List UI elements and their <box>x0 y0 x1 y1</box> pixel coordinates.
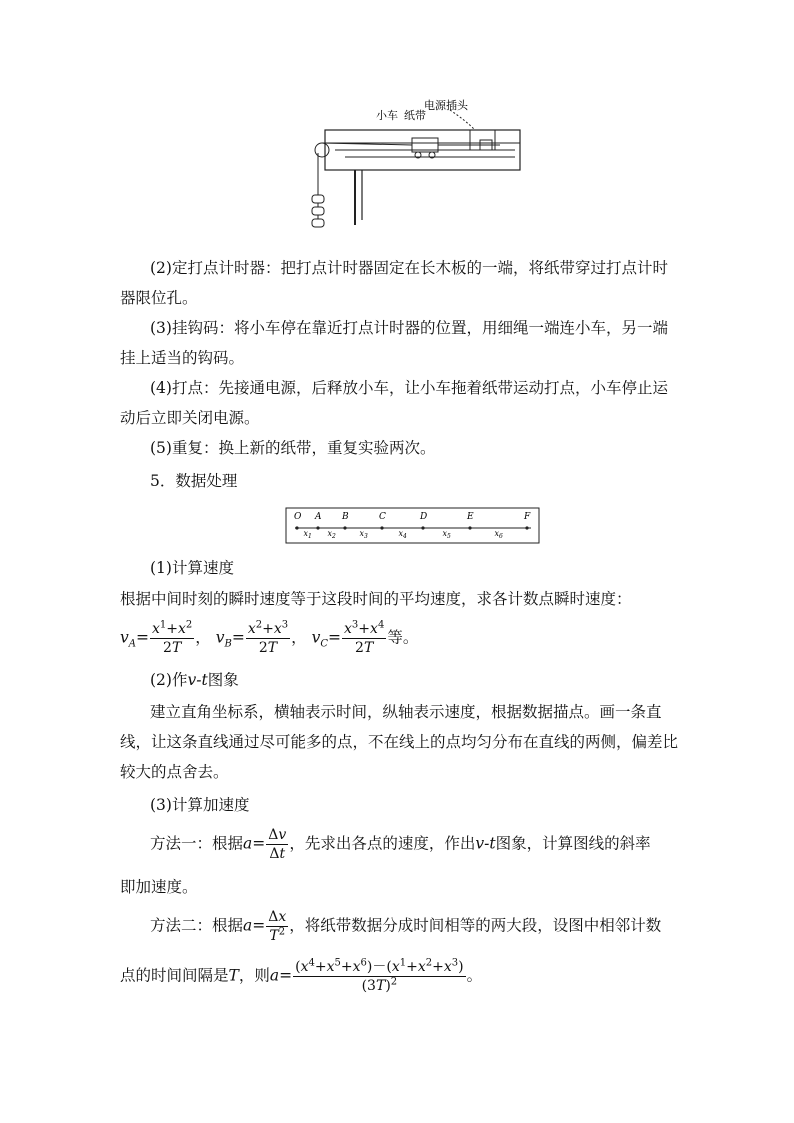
sub2-text: 建立直角坐标系，横轴表示时间，纵轴表示速度，根据数据描点。画一条直线，让这条直线通过尽可能多的点，不在线上的点均匀分布在直线的两侧，偏差比较大的点舍去。 <box>120 703 679 781</box>
tape-point-C: C <box>379 512 386 522</box>
section5-title: 5．数据处理 <box>150 472 238 490</box>
tape-figure <box>285 507 541 545</box>
tape-dot-O <box>295 526 298 529</box>
tape-segment-x2: $x_2$ <box>327 529 336 540</box>
tape-point-E: E <box>467 512 474 522</box>
tape-point-B: B <box>342 512 349 522</box>
label-plug: 电源插头 <box>424 99 468 112</box>
tape-dot-B <box>343 526 346 529</box>
tape-dot-A <box>316 526 319 529</box>
tape-point-A: A <box>315 512 322 522</box>
tape-dot-D <box>421 526 424 529</box>
method1: 方法一：根据a= $\frac{\Delta v}{\Delta t}$ ，先求出各点的速度，作出v-t图象，计算图线的斜率 <box>150 827 651 862</box>
para-step4: (4)打点：先接通电源，后释放小车，让小车拖着纸带运动打点，小车停止运动后立即关闭电源。 <box>120 379 668 427</box>
label-tape: 纸带 <box>404 109 426 122</box>
velocity-formula: $v_A=$ $\frac{x^1+x^2}{2T}$ ， $v_B=$ $\frac{x^2+x^3}{2T}$ ， $v_C=$ $\frac{x^3+x^4}{2T}$ 等。 <box>120 619 419 656</box>
sub1-title: (1)计算速度 <box>150 559 234 577</box>
sub1-text: 根据中间时刻的瞬时速度等于这段时间的平均速度，求各计数点瞬时速度： <box>120 590 632 608</box>
tape-segment-x5: $x_5$ <box>442 529 451 540</box>
para-step2: (2)定打点计时器：把打点计时器固定在长木板的一端，将纸带穿过打点计时器限位孔。 <box>120 259 668 307</box>
tape-segment-x6: $x_6$ <box>494 529 503 540</box>
label-cart: 小车 <box>376 109 398 122</box>
method2-line2: 点的时间间隔是T，则a= $\frac{(x^4+x^5+x^6)-(x^1+x^2+x^3)}{(3T)^2}$ 。 <box>120 957 483 994</box>
sub3-title: (3)计算加速度 <box>150 796 250 814</box>
para-step5: (5)重复：换上新的纸带，重复实验两次。 <box>150 439 436 457</box>
tape-point-D: D <box>420 512 428 522</box>
tape-segment-x4: $x_4$ <box>398 529 407 540</box>
para-step3: (3)挂钩码：将小车停在靠近打点计时器的位置，用细绳一端连小车，另一端挂上适当的钩码。 <box>120 319 668 367</box>
tape-point-O: O <box>294 512 302 522</box>
tape-dot-E <box>468 526 471 529</box>
tape-point-F: F <box>524 512 531 522</box>
tape-dot-C <box>380 526 383 529</box>
sub2-title: (2)作v-t图象 <box>150 671 239 689</box>
tape-dot-F <box>525 526 528 529</box>
tape-segment-x3: $x_3$ <box>359 529 368 540</box>
method1-line2: 即加速度。 <box>120 878 198 896</box>
tape-segment-x1: $x_1$ <box>303 529 312 540</box>
method2: 方法二：根据a= $\frac{\Delta x}{T^2}$ ，将纸带数据分成时间相等的两大段，设图中相邻计数 <box>150 909 662 944</box>
apparatus-figure <box>300 95 530 245</box>
